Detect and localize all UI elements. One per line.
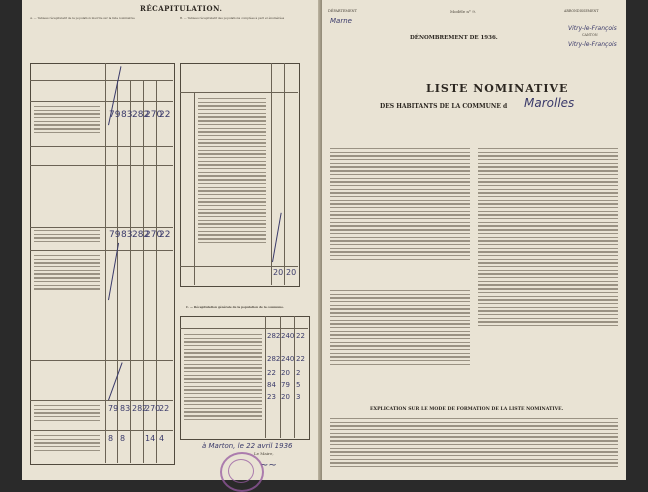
bottom2-col5: 4 [159,434,165,443]
instructions-left-col-2 [330,290,470,367]
signature-place: à Marton, le 22 avril 1936 [202,442,293,450]
modele-label: Modèle n° 9. [450,9,477,14]
subtitle: DES HABITANTS DE LA COMMUNE d [380,103,508,110]
c-row5-col2: 20 [281,393,290,401]
c-row2-col1: 282 [267,355,281,363]
departement-value: Marne [330,17,352,25]
row1-col4: 270 [145,110,163,120]
c-row4-col2: 79 [281,381,290,389]
row1-col3: 282 [132,110,150,120]
c-row4-col3: 5 [296,381,301,389]
right-page [322,0,626,480]
row2-col4: 270 [145,230,163,240]
c-row1-col3: 22 [296,332,305,340]
c-row4-col1: 84 [267,381,276,389]
bottom-col1: 79 [108,404,119,413]
c-row1-col1: 282 [267,332,281,340]
bottom-col4: 270 [145,404,161,413]
bottom-col5: 22 [159,404,170,413]
left-page [22,0,322,480]
row1-col2: 83 [121,110,133,120]
bottom-col2: 83 [120,404,131,413]
row2-col3: 282 [132,230,150,240]
section-c-heading: C. — Récapitulation générale de la population de la commune. [186,305,284,309]
row2-col2: 83 [121,230,133,240]
commune-name: Marolles [524,96,575,110]
arrondissement-label: ARRONDISSEMENT [564,9,599,13]
row2-col1: 79 [109,230,121,240]
canton-label: CANTON [582,33,598,37]
c-row3-col3: 2 [296,369,301,377]
main-title: LISTE NOMINATIVE [426,82,569,95]
bottom2-col2: 8 [120,434,126,443]
departement-label: DÉPARTEMENT [328,9,357,13]
row2-col5: 22 [159,230,171,240]
c-row2-col2: 240 [281,355,295,363]
section-b-heading: B. — Tableau récapitulatif des populations comptées à part et énumérées [180,16,285,20]
instructions-right-col [478,148,618,329]
arrondissement-value: Vitry-le-François [568,25,617,32]
c-row3-col2: 20 [281,369,290,377]
section-a-heading: A. — Tableau récapitulatif de la population inscrite sur la liste nominative [30,16,135,20]
row1-col5: 22 [159,110,171,120]
bottom2-col1: 8 [108,434,114,443]
mayor-signature: ~~ [260,460,277,471]
c-row5-col1: 23 [267,393,276,401]
explication-heading: EXPLICATION SUR LE MODE DE FORMATION DE LA LISTE NOMINATIVE. [370,407,564,412]
census-title: DÉNOMBREMENT DE 1936. [410,35,498,41]
bottom-col3: 282 [132,404,148,413]
bottom2-col4: 14 [145,434,156,443]
c-row2-col3: 22 [296,355,305,363]
recapitulation-title: RÉCAPITULATION. [140,4,223,13]
mairie-stamp-inner [228,459,254,483]
c-row1-col2: 240 [281,332,295,340]
explication-text [330,418,618,470]
canton-value: Vitry-le-François [568,41,617,48]
c-row3-col1: 22 [267,369,276,377]
c-row5-col3: 3 [296,393,301,401]
row1-col1: 79 [109,110,121,120]
instructions-left-col [330,148,470,262]
table-b-total: 20 [273,268,284,277]
signature-title: Le Maire, [254,451,274,456]
table-b-total-2: 20 [286,268,297,277]
